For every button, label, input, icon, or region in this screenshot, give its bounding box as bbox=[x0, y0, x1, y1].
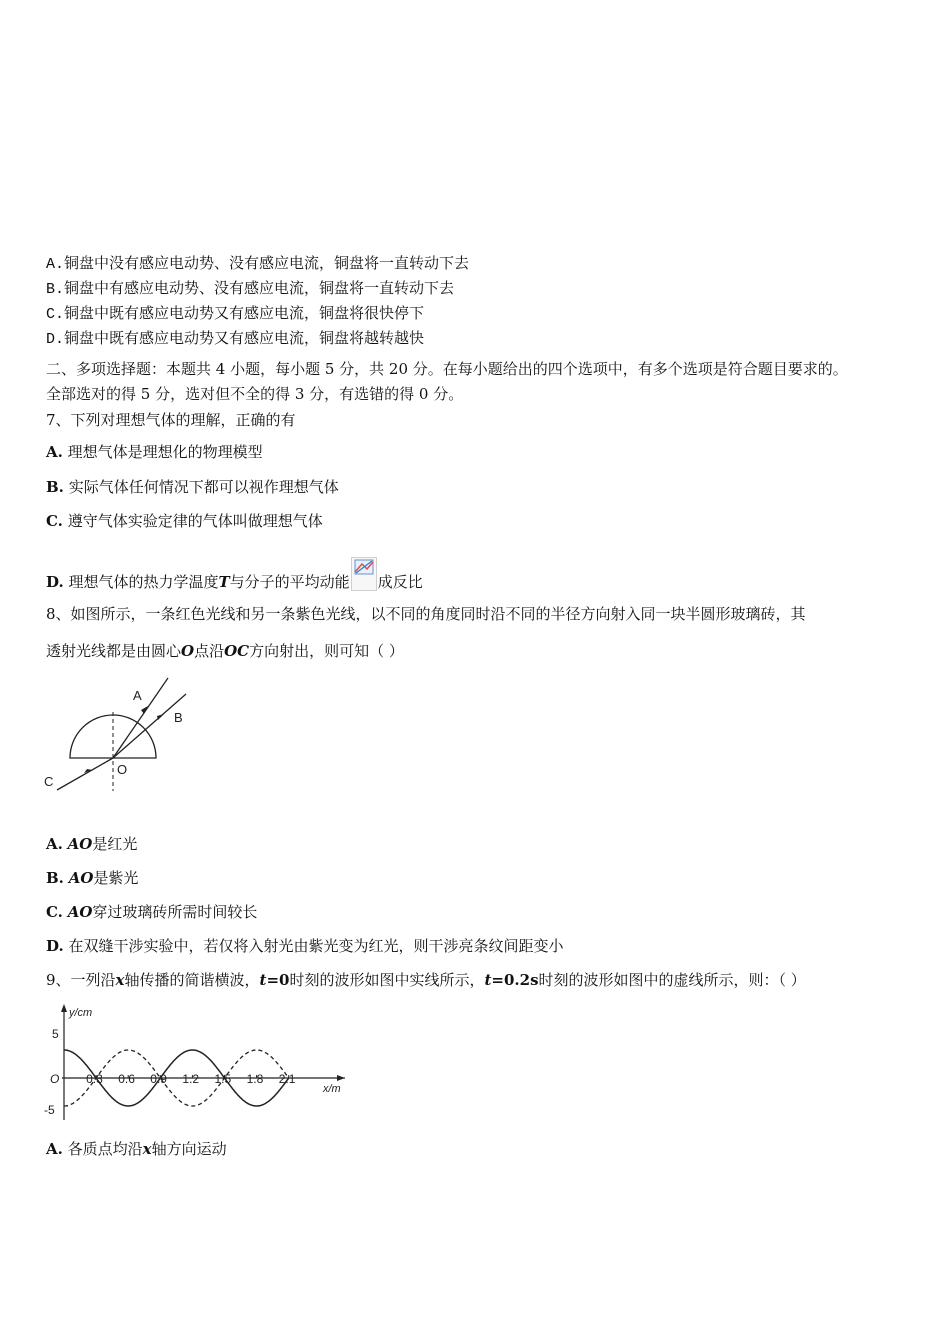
q6-option-c: C.铜盘中既有感应电动势又有感应电流，铜盘将很快停下 bbox=[46, 306, 425, 323]
q9-option-a: A. 各质点均沿x轴方向运动 bbox=[46, 1140, 227, 1158]
q8-stem-line1: 8、如图所示，一条红色光线和另一条紫色光线，以不同的角度同时沿不同的半径方向射入同一块半圆形玻璃砖，其 bbox=[46, 605, 806, 623]
y-tick-5: 5 bbox=[52, 1027, 59, 1041]
q8-option-a: A. AO是红光 bbox=[46, 835, 138, 853]
label-a: A bbox=[133, 688, 142, 703]
ray-b bbox=[113, 694, 186, 758]
q7-option-a: A. 理想气体是理想化的物理模型 bbox=[46, 443, 263, 461]
x-tick-label: 1.5 bbox=[214, 1072, 232, 1086]
y-axis-label: y/cm bbox=[69, 1007, 93, 1019]
x-tick-label: 2.1 bbox=[278, 1072, 296, 1086]
section2-heading-line2: 全部选对的得 5 分，选对但不全的得 3 分，有选错的得 0 分。 bbox=[46, 385, 464, 403]
q6-option-a: A.铜盘中没有感应电动势、没有感应电流，铜盘将一直转动下去 bbox=[46, 256, 470, 273]
origin-label: O bbox=[50, 1072, 60, 1086]
x-tick-label: 1.2 bbox=[182, 1072, 200, 1086]
y-tick-neg5: -5 bbox=[44, 1103, 55, 1117]
x-tick-label: 1.8 bbox=[246, 1072, 264, 1086]
ray-c bbox=[57, 758, 113, 790]
x-axis-label: x/m bbox=[323, 1083, 341, 1095]
q9-wave-graph bbox=[40, 1000, 360, 1125]
q8-stem-line2: 透射光线都是由圆心O点沿OC方向射出，则可知（ ） bbox=[46, 642, 404, 660]
q7-option-d: D. 理想气体的热力学温度T与分子的平均动能 成反比 bbox=[46, 557, 423, 592]
label-o: O bbox=[117, 762, 128, 777]
q7-stem: 7、下列对理想气体的理解，正确的有 bbox=[46, 411, 296, 429]
formula-image-icon bbox=[351, 557, 377, 591]
q8-option-d: D. 在双缝干涉实验中，若仅将入射光由紫光变为红光，则干涉亮条纹间距变小 bbox=[46, 937, 564, 955]
label-b: B bbox=[174, 710, 183, 725]
section2-heading-line1: 二、多项选择题：本题共 4 小题，每小题 5 分，共 20 分。在每小题给出的四个选项中，有多个选项是符合题目要求的。 bbox=[46, 360, 848, 378]
q8-option-c: C. AO穿过玻璃砖所需时间较长 bbox=[46, 903, 258, 921]
q8-option-b: B. AO是紫光 bbox=[46, 869, 139, 887]
q9-stem: 9、一列沿x轴传播的简谐横波，t=0时刻的波形如图中实线所示，t=0.2s时刻的波形如图中的虚线所示，则：（ ） bbox=[46, 971, 806, 989]
q7-option-b: B. 实际气体任何情况下都可以视作理想气体 bbox=[46, 478, 339, 496]
q8-semicircle-figure bbox=[40, 676, 200, 796]
q7-option-c: C. 遵守气体实验定律的气体叫做理想气体 bbox=[46, 512, 323, 530]
x-tick-label: 0.6 bbox=[118, 1072, 135, 1086]
x-tick-label: 0.9 bbox=[150, 1072, 167, 1086]
x-tick-label: 0.3 bbox=[86, 1072, 103, 1086]
q6-option-b: B.铜盘中有感应电动势、没有感应电流，铜盘将一直转动下去 bbox=[46, 281, 455, 298]
q6-option-d: D.铜盘中既有感应电动势又有感应电流，铜盘将越转越快 bbox=[46, 331, 425, 348]
label-c: C bbox=[44, 774, 54, 789]
